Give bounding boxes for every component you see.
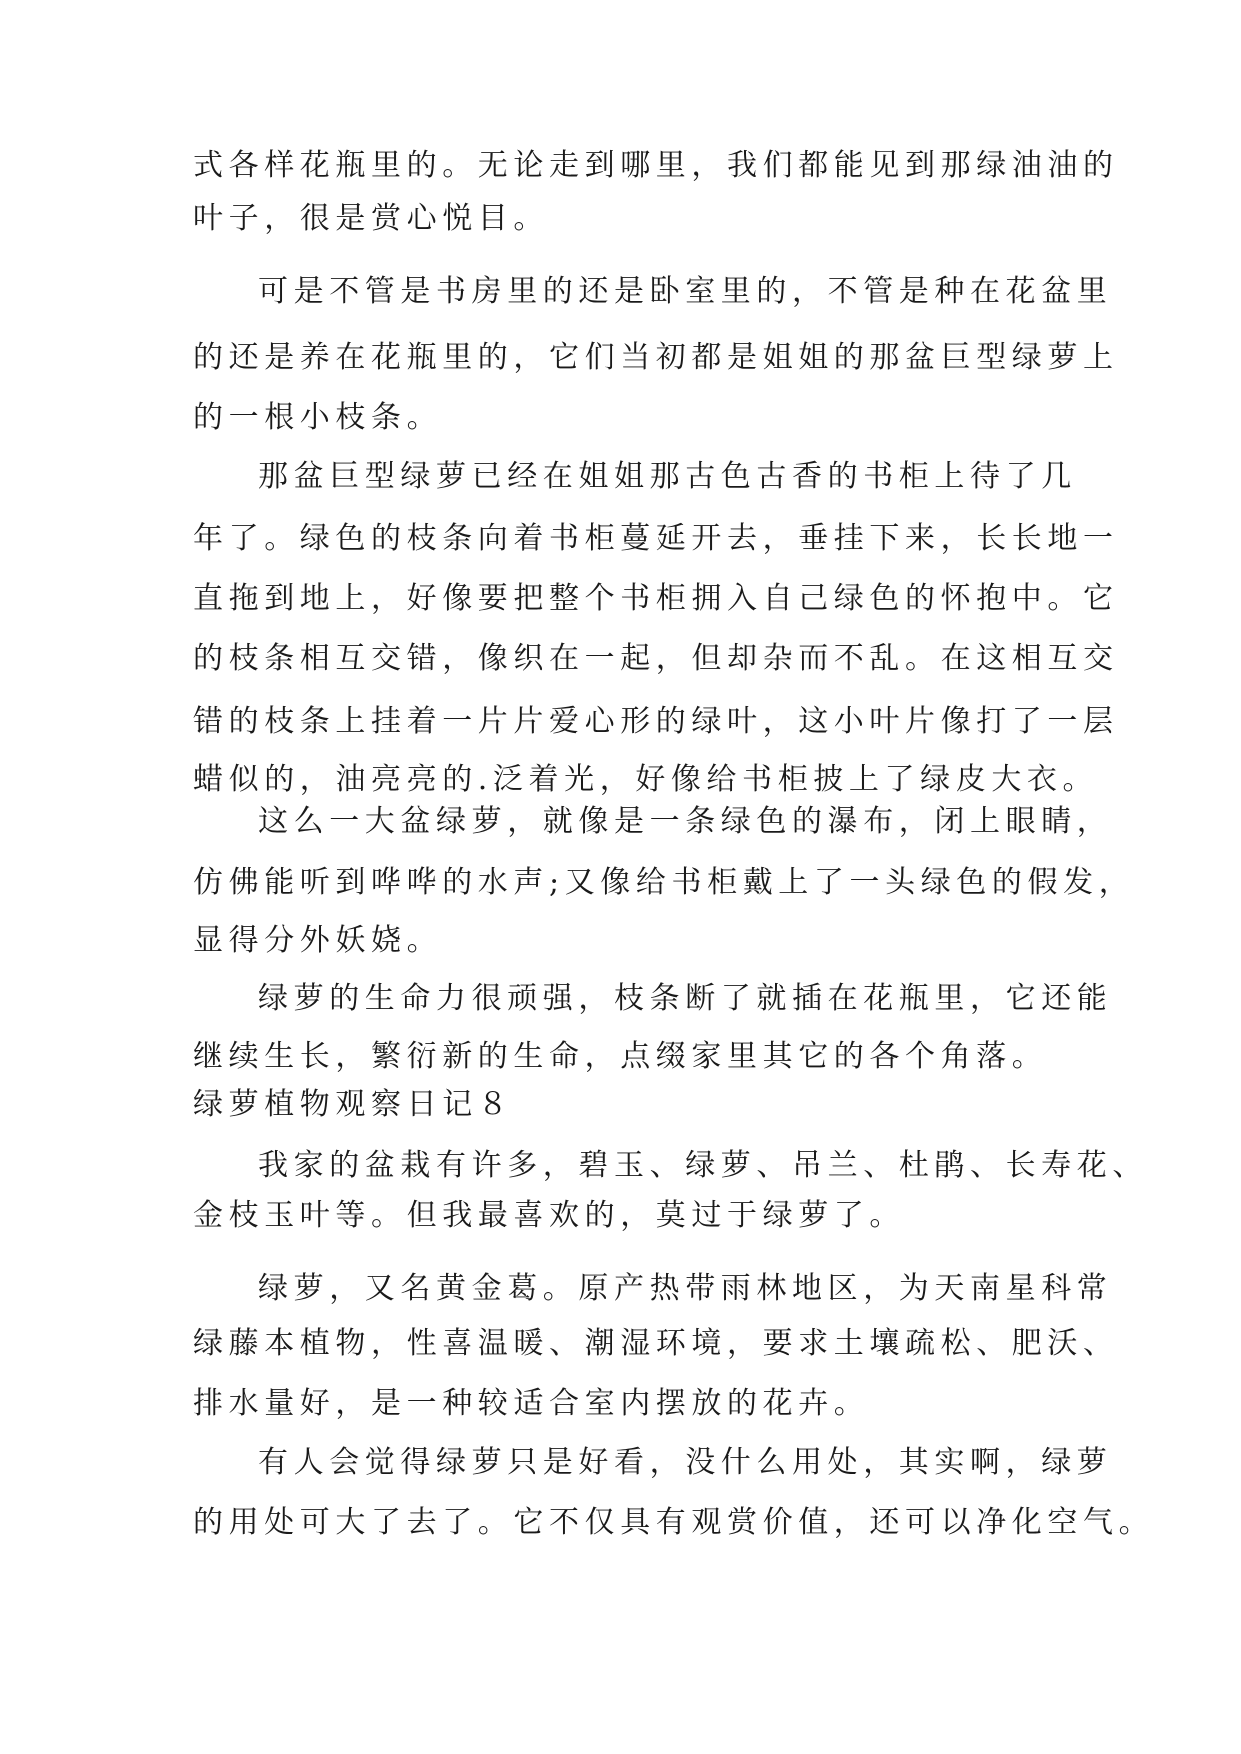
text-line: 绿藤本植物，性喜温暖、潮湿环境，要求土壤疏松、肥沃、	[193, 1326, 1119, 1361]
paragraph-first-line: 绿萝的生命力很顽强，枝条断了就插在花瓶里，它还能	[258, 981, 1113, 1016]
text-line: 错的枝条上挂着一片片爱心形的绿叶，这小叶片像打了一层	[193, 704, 1119, 739]
paragraph-first-line: 绿萝，又名黄金葛。原产热带雨林地区，为天南星科常	[258, 1271, 1113, 1306]
paragraph-first-line: 这么一大盆绿萝，就像是一条绿色的瀑布，闭上眼睛，	[258, 804, 1113, 839]
text-line: 仿佛能听到哗哗的水声;又像给书柜戴上了一头绿色的假发，	[193, 865, 1135, 900]
paragraph-first-line: 那盆巨型绿萝已经在姐姐那古色古香的书柜上待了几	[258, 459, 1077, 494]
text-line: 金枝玉叶等。但我最喜欢的，莫过于绿萝了。	[193, 1198, 905, 1233]
text-line: 直拖到地上，好像要把整个书柜拥入自己绿色的怀抱中。它	[193, 581, 1119, 616]
text-line: 叶子，很是赏心悦目。	[193, 201, 549, 236]
text-line: 蜡似的，油亮亮的.泛着光，好像给书柜披上了绿皮大衣。	[193, 762, 1099, 797]
section-heading: 绿萝植物观察日记８	[193, 1087, 514, 1122]
paragraph-first-line: 我家的盆栽有许多，碧玉、绿萝、吊兰、杜鹃、长寿花、	[258, 1148, 1148, 1183]
text-line: 年了。绿色的枝条向着书柜蔓延开去，垂挂下来，长长地一	[193, 521, 1119, 556]
paragraph-first-line: 可是不管是书房里的还是卧室里的，不管是种在花盆里	[258, 274, 1113, 309]
text-line: 排水量好，是一种较适合室内摆放的花卉。	[193, 1386, 870, 1421]
text-line: 的一根小枝条。	[193, 400, 443, 435]
text-line: 的枝条相互交错，像织在一起，但却杂而不乱。在这相互交	[193, 641, 1119, 676]
paragraph-first-line: 有人会觉得绿萝只是好看，没什么用处，其实啊，绿萝	[258, 1445, 1113, 1480]
text-line: 的还是养在花瓶里的，它们当初都是姐姐的那盆巨型绿萝上	[193, 340, 1119, 375]
text-line: 式各样花瓶里的。无论走到哪里，我们都能见到那绿油油的	[193, 148, 1119, 183]
text-line: 的用处可大了去了。它不仅具有观赏价值，还可以净化空气。	[193, 1505, 1155, 1540]
text-line: 继续生长，繁衍新的生命，点缀家里其它的各个角落。	[193, 1039, 1048, 1074]
text-line: 显得分外妖娆。	[193, 923, 443, 958]
